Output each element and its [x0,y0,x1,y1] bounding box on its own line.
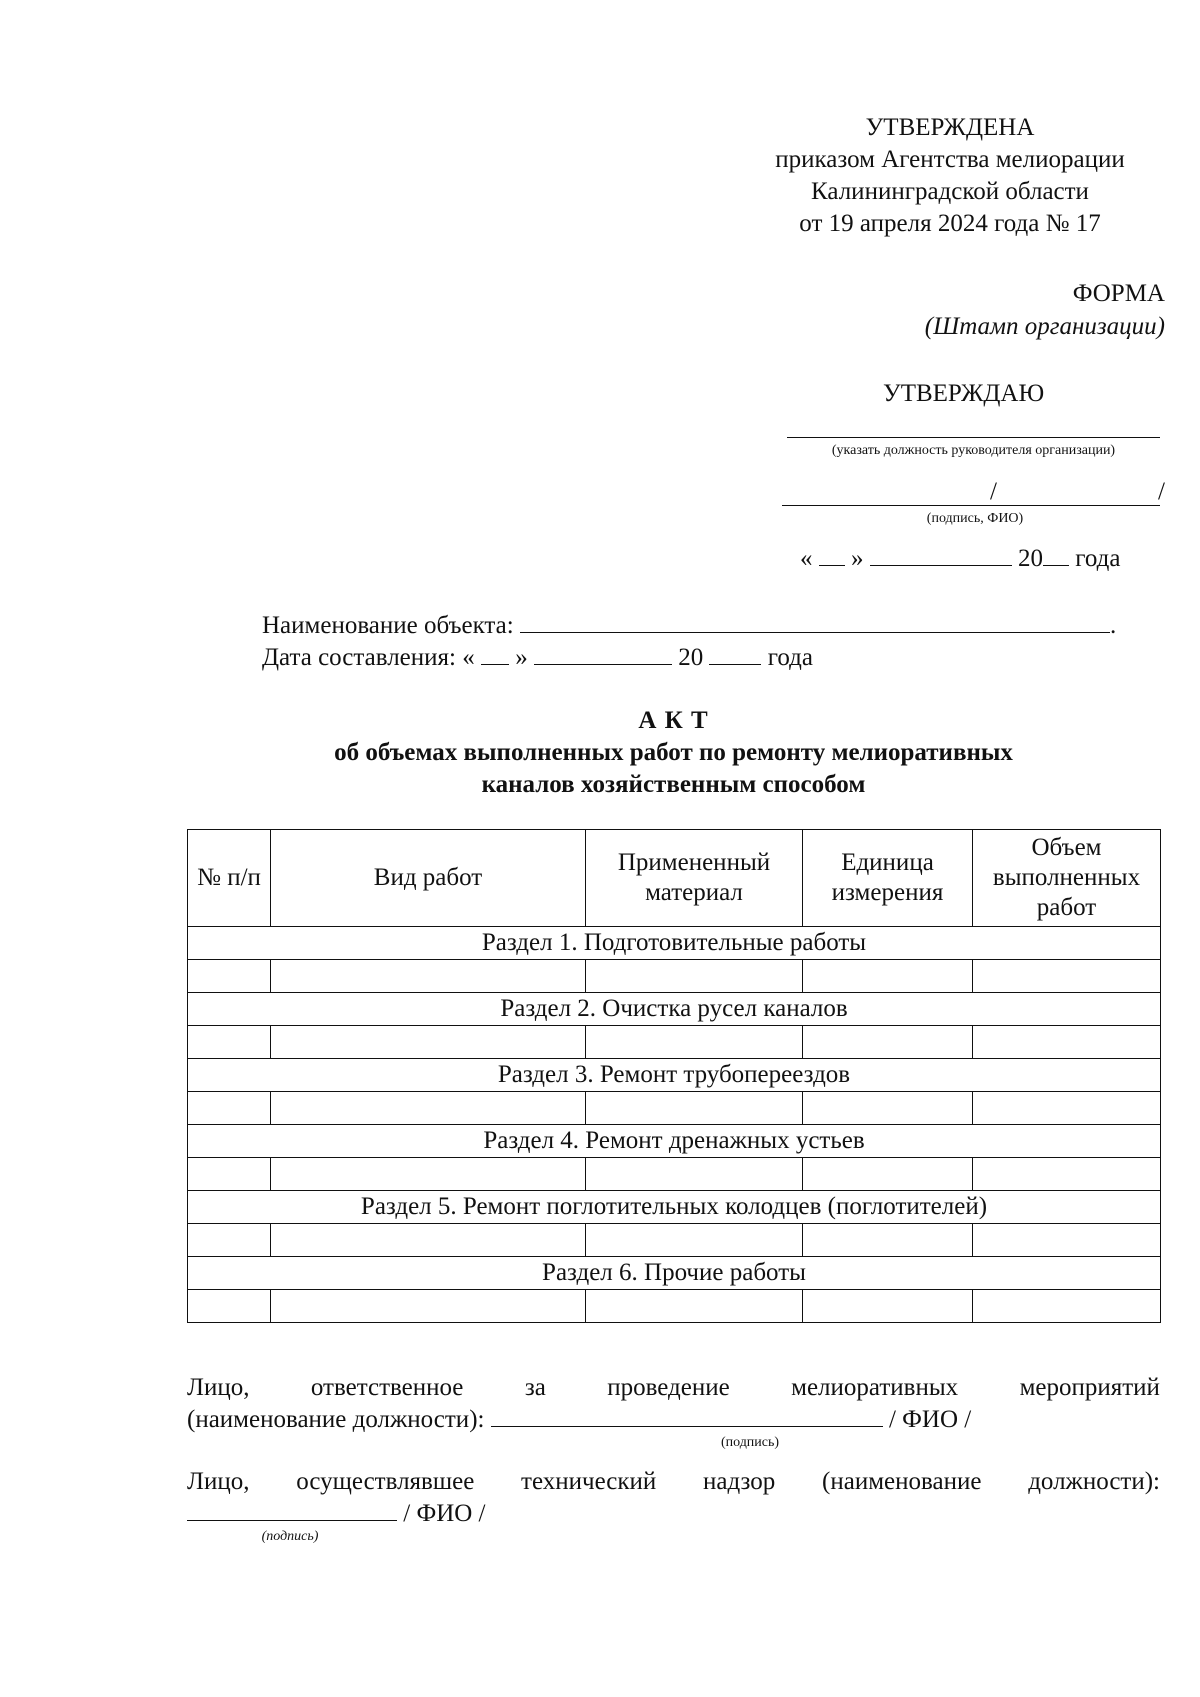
cell-material[interactable] [586,1092,803,1125]
object-name-label: Наименование объекта: [262,612,514,639]
supervisor-word: технический [521,1468,657,1495]
cell-work-type[interactable] [271,1290,586,1323]
supervisor-fio: / ФИО / [403,1500,486,1527]
table-row [188,1158,1161,1191]
approve-day-field[interactable] [819,543,845,566]
cell-work-type[interactable] [271,1158,586,1191]
responsible-word: Лицо, [187,1374,250,1401]
supervisor-line-2 [187,1498,486,1530]
cell-volume[interactable] [973,1158,1161,1191]
responsible-word: мероприятий [1019,1374,1160,1401]
compile-year-field[interactable] [709,642,761,665]
cell-unit[interactable] [803,1092,973,1125]
supervisor-word: Лицо, [187,1468,250,1495]
signature-slash-1: / [990,478,997,505]
approve-year-suffix: года [1075,545,1121,572]
approve-date-line [800,543,1120,575]
act-subtitle-1: об объемах выполненных работ по ремонту мелиоративных [334,739,1013,766]
cell-unit[interactable] [803,1290,973,1323]
object-name-line [262,610,1116,642]
approve-year-field[interactable] [1043,543,1069,566]
responsible-position-label: (наименование должности): [187,1406,485,1433]
header-volume: Объем выполненных работ [973,830,1161,927]
responsible-signature-field[interactable] [491,1404,883,1427]
approval-region: Калининградской области [811,178,1089,205]
supervisor-word: (наименование [822,1468,982,1495]
section-2-title: Раздел 2. Очистка русел каналов [188,993,1161,1026]
section-5-title: Раздел 5. Ремонт поглотительных колодцев (поглотителей) [188,1191,1161,1224]
table-row [188,1026,1161,1059]
table-row [188,1092,1161,1125]
section-row [188,927,1161,960]
section-row [188,1257,1161,1290]
cell-work-type[interactable] [271,1092,586,1125]
cell-material[interactable] [586,1290,803,1323]
signature-slash-2: / [1158,478,1165,505]
cell-volume[interactable] [973,1290,1161,1323]
position-hint: (указать должность руководителя организации) [831,443,1116,458]
responsible-signature-hint: (подпись) [720,1435,780,1450]
cell-number[interactable] [188,1092,271,1125]
header-number: № п/п [188,830,271,927]
object-name-field[interactable] [520,610,1110,633]
works-table [187,829,1161,1323]
cell-material[interactable] [586,1224,803,1257]
compile-date-close: » [515,644,528,671]
approval-date: от 19 апреля 2024 года № 17 [799,210,1101,237]
approve-month-field[interactable] [870,543,1012,566]
compile-date-label: Дата составления: « [262,644,475,671]
supervisor-word: надзор [703,1468,776,1495]
cell-number[interactable] [188,1290,271,1323]
signature-line[interactable] [782,505,1160,506]
cell-material[interactable] [586,1158,803,1191]
cell-work-type[interactable] [271,960,586,993]
signature-hint: (подпись, ФИО) [926,511,1024,526]
approve-year-prefix: 20 [1018,545,1043,572]
section-row [188,993,1161,1026]
cell-volume[interactable] [973,1026,1161,1059]
supervisor-word: должности): [1028,1468,1160,1495]
supervisor-signature-field[interactable] [187,1498,397,1521]
table-row [188,960,1161,993]
cell-work-type[interactable] [271,1224,586,1257]
stamp-label: (Штамп организации) [924,313,1165,340]
form-label: ФОРМА [1072,280,1165,307]
act-title: А К Т [638,707,709,734]
cell-number[interactable] [188,1026,271,1059]
cell-volume[interactable] [973,960,1161,993]
responsible-word: проведение [607,1374,730,1401]
responsible-fio: / ФИО / [888,1406,972,1433]
supervisor-word: осуществлявшее [296,1468,475,1495]
compile-year-prefix: 20 [678,644,704,671]
cell-material[interactable] [586,960,803,993]
cell-unit[interactable] [803,1158,973,1191]
cell-number[interactable] [188,1224,271,1257]
approval-order: приказом Агентства мелиорации [775,146,1125,173]
table-row [188,1290,1161,1323]
responsible-word: мелиоративных [791,1374,959,1401]
date-close-quote: » [851,545,864,572]
supervisor-line-1 [187,1466,1160,1498]
responsible-word: ответственное [310,1374,464,1401]
supervisor-signature-hint: (подпись) [261,1529,319,1544]
cell-work-type[interactable] [271,1026,586,1059]
header-work-type: Вид работ [271,830,586,927]
responsible-line-2 [187,1404,971,1436]
compile-date-line [262,642,813,674]
section-3-title: Раздел 3. Ремонт трубопереездов [188,1059,1161,1092]
cell-number[interactable] [188,960,271,993]
compile-month-field[interactable] [534,642,672,665]
cell-number[interactable] [188,1158,271,1191]
header-material: Примененный материал [586,830,803,927]
position-line[interactable] [787,437,1160,438]
cell-unit[interactable] [803,960,973,993]
approval-block [720,112,1180,240]
cell-unit[interactable] [803,1224,973,1257]
approval-title: УТВЕРЖДЕНА [865,114,1035,141]
responsible-word: за [524,1374,546,1401]
section-6-title: Раздел 6. Прочие работы [188,1257,1161,1290]
compile-day-field[interactable] [481,642,509,665]
section-row [188,1125,1161,1158]
table-header-row [188,830,1161,927]
approve-title: УТВЕРЖДАЮ [883,380,1045,407]
section-1-title: Раздел 1. Подготовительные работы [188,927,1161,960]
cell-volume[interactable] [973,1092,1161,1125]
act-subtitle-2: каналов хозяйственным способом [481,771,866,798]
compile-year-suffix: года [767,644,813,671]
header-unit: Единица измерения [803,830,973,927]
object-name-end: . [1109,612,1117,639]
cell-unit[interactable] [803,1026,973,1059]
section-row [188,1059,1161,1092]
responsible-line-1 [187,1372,1160,1404]
section-4-title: Раздел 4. Ремонт дренажных устьев [188,1125,1161,1158]
table-row [188,1224,1161,1257]
cell-material[interactable] [586,1026,803,1059]
cell-volume[interactable] [973,1224,1161,1257]
section-row [188,1191,1161,1224]
date-open-quote: « [800,545,813,572]
